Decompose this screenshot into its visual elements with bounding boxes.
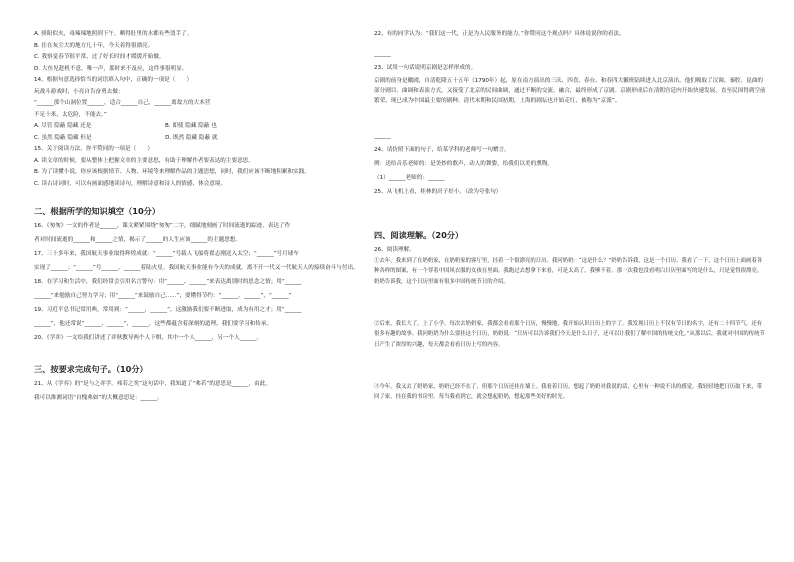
- question-24: 24、请仿照下面的句子，给某学科的老师写一句赠言。: [374, 146, 510, 153]
- question-23-passage: 京剧的前身是徽剧，自清乾隆五十五年（1790年）起，原在南方演出的三庆、四喜、春台、和春四大徽班陆续进入北京演出，他们吸取了汉调、秦腔、昆曲的部分剧目、曲调和表演方式，又接受了北京的民间曲调，通过不断的交流、融合，最终形成了京剧。京剧形成后在清朝宫廷内开始快速发展，直至民国得到空前繁荣，现已成为中国最主要的剧种。清代末期和民国初期，上海的剧坛也开始走红，被称为“京派”。: [374, 77, 766, 104]
- fill-line: 实现了______；“______”号______，______着陆火星。我国航天事业能有今天的成就，离不开一代又一代航天人的接续奋斗与付出。: [34, 264, 359, 271]
- fill-line: ______”来勉励自己努力学习；用“______”来鼓励自己......”；要懂得节约：“______，______”，“______”: [34, 292, 292, 299]
- question-14-intro: 玩战斗游戏时，小亮自告奋勇去做：: [34, 88, 124, 95]
- question-26: 26、阅读理解。: [374, 246, 415, 253]
- question-14-stem: 14、根据句意选择恰当的词语填入句中，正确的一项是（ ）: [34, 77, 193, 83]
- passage-paragraph: ③今年，我又去了奶奶家，奶奶已经不在了，但那个日历还挂在墙上。我看着日历，想起了奶奶对我说的话，心里有一种说不出的感觉。我轻轻地把日历取下来，带回了家，挂在我的书房里。每当我看到它，就会想起奶奶，想起那些美好的时光。: [374, 383, 763, 400]
- fill-line: 18、在学习和生活中，我们经常会引用名言警句：用“______，______”来表达离别时的思念之情；用“______: [34, 278, 302, 285]
- option-line: A. 骄阳似火，毒辣辣地照到下午，晒得肚里的水都有些烫手了。: [34, 31, 193, 37]
- option-line: B. 住在灰尘大的地方几十年，今天着得很漂亮。: [34, 42, 154, 49]
- fill-line: 20、《学弈》一文给我们讲述了弈秋教导两个人下棋，其中一个人______，另一个人______。: [34, 334, 263, 341]
- fill-line: 19、习近平总书记常用典，常用到：“______，______”，这激励我们要不断进取，成为有用之才；用“______: [34, 306, 302, 313]
- question-15-option: B. 为了读懂小说，你应该根据情节、人物、环境等来理解作品的主题思想，同时，我们应该不断地积累和实践。: [34, 169, 310, 175]
- question-24-example: 例：送给音乐老师的：是美妙的歌声，动人的舞姿，给我们以美的熏陶。: [374, 160, 554, 167]
- answer-blank: ______: [374, 51, 391, 57]
- question-14-option: D. 既然 隐藏 隐蔽 就: [165, 134, 218, 141]
- question-14-option: C. 虽然 隐蔽 隐藏 但是: [34, 134, 92, 141]
- right-column: [374, 30, 766, 424]
- question-15-option: C. 读古诗词时，可以有画面感地读诗句，理解诗意和诗人的情感，体会意境。: [34, 180, 227, 187]
- fill-line: ______”，他还常说“______，______”，______，这些都蕴含着深刻的道理，我们要学习和传承。: [34, 320, 273, 327]
- question-15-option: A. 读文章的时候，要从整体上把握文章的主要意思，有助于理解作者要表达的主要意思。: [34, 157, 254, 164]
- section-3-title: 三、按要求完成句子。（10分）: [34, 363, 148, 374]
- passage-paragraph: ②后来，我长大了，上了小学，每次去奶奶家，我都会看看那个日历，慢慢地，我开始认识日历上的字了。我发现日历上不仅有节日的名字，还有二十四节气，还有很多有趣的故事。我问奶奶为什么要挂这个日历，奶奶说：“日历可以告诉我们今天是什么日子，还可以让我们了解中国的传统文化。”从那以后，我就对中国的传统节日产生了浓厚的兴趣，每天都会看看日历上写的内容。: [374, 320, 765, 348]
- fill-line: 我可以推测词语“自愧弗如”的大概意思是：______。: [34, 394, 163, 401]
- option-line: C. 我察觉春节很平常，过了好长时间才缓缓开始做。: [34, 54, 165, 60]
- question-14-text: “______那个山洞位置______，适合______自己，______离故方的大本营: [34, 100, 211, 106]
- question-24-answer: （1）______老师的：______: [374, 174, 445, 181]
- question-15-stem: 15、关于阅读方法，你不赞同的一项是（ ）: [34, 146, 153, 152]
- question-25: 25、从飞机上看，桂林的房子好小。（改为夸张句）: [374, 188, 502, 195]
- section-2-title: 二、根据所学的知识填空（10分）: [34, 205, 161, 216]
- fill-line: 17、三十多年来，我国航天事业取得辉煌成就：“______”号载人飞船将翟志刚送入太空；“______”号月球车: [34, 250, 299, 257]
- question-14-text: 不足十米，太危险，不能去。”: [34, 111, 107, 118]
- answer-blank: ______: [374, 132, 391, 139]
- question-14-option: A. 尽管 隐蔽 隐藏 还是: [34, 123, 92, 129]
- question-14-option: B. 即使 隐藏 隐蔽 也: [164, 123, 217, 129]
- fill-line: 16、《匆匆》一文的作者是______，课文紧紧围绕“匆匆”二字，细腻地刻画了时间流逝的踪迹，表达了作: [34, 222, 291, 229]
- left-column: [34, 30, 366, 402]
- option-line: D. 大鱼见趁机不意，唯一声，那时来不及应，这件事很明显。: [34, 65, 188, 72]
- fill-line: 21、从《学弈》的“是与之弈学，弗若之矣”这句话中，我知道了“弗若”的意思是______，由此，: [34, 380, 271, 387]
- fill-line: 者对时间流逝的______和______之情，揭示了______的人生应该______的主题思想。: [34, 236, 241, 243]
- reading-passage: [374, 256, 766, 424]
- question-23: 23、试用一句话说明京剧是怎样形成的。: [374, 65, 477, 71]
- passage-paragraph: ①去年，我来到了在奶奶家，在奶奶家的客厅里，挂着一个很漂亮的日历。我问奶奶：“这是什么？”奶奶告诉我，这是一个日历。我看了一下，这个日历上面画着各种各样的图案，有一个穿着中国风衣服的女孩在里面。我跑过去想拿下来看，可是太高了，我够不着，那一次我也没看明白日历里面写的是什么，只是觉得很漂亮。奶奶告诉我，这个日历里面有很多中国传统节日的介绍。: [374, 257, 763, 285]
- section-4-title: 四、阅读理解。（20分）: [374, 229, 464, 240]
- question-22: 22、有的同学认为：“我们这一代，正是为人民服务的能力。”你赞同这个观点吗？具体说说你的看法。: [374, 31, 625, 37]
